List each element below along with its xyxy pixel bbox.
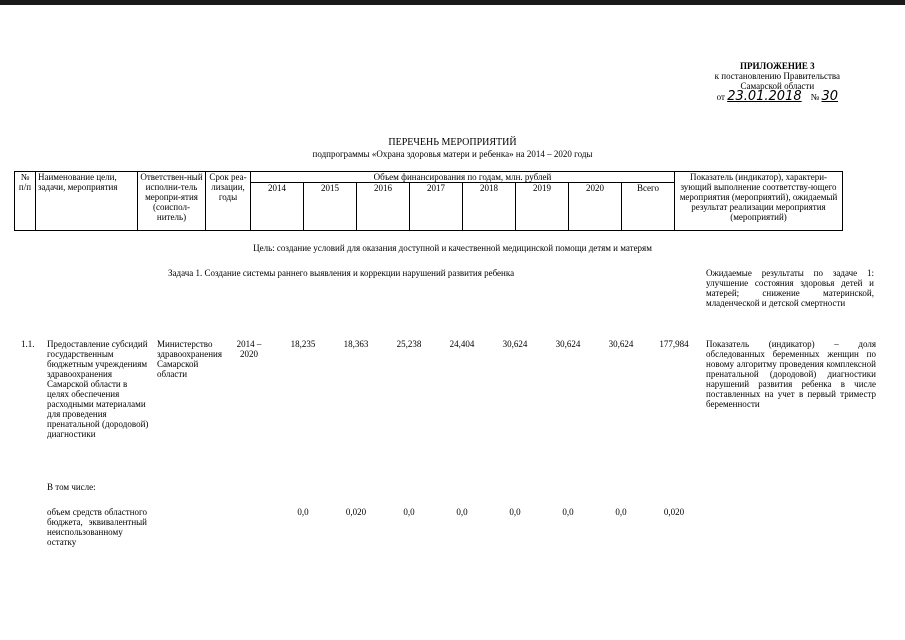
col-year-2019: 2019 bbox=[516, 183, 569, 231]
task-results: Ожидаемые результаты по задаче 1: улучшение состояния здоровья детей и матерей; снижение материнской, младенческой и детской смертности bbox=[706, 268, 874, 308]
col-year-2015: 2015 bbox=[304, 183, 357, 231]
col-name: Наименование цели, задачи, мероприятия bbox=[36, 172, 138, 231]
row2-value-2019: 0,0 bbox=[562, 507, 574, 517]
col-year-2018: 2018 bbox=[463, 183, 516, 231]
doc-subtitle: подпрограммы «Охрана здоровья матери и ребенка» на 2014 – 2020 годы bbox=[312, 149, 593, 159]
row2-value-total: 0,020 bbox=[663, 507, 685, 517]
col-indicator: Показатель (индикатор), характери-зующий выполнение соответству-ющего мероприятия (мероприятий), ожидаемый результат реализации мероприятия (мероприятий) bbox=[675, 172, 843, 231]
col-period: Срок реа-лизации, годы bbox=[206, 172, 251, 231]
row1-value-2019: 30,624 bbox=[555, 339, 581, 349]
decree-number: 30 bbox=[821, 89, 839, 104]
row1-period: 2014 – 2020 bbox=[236, 339, 262, 359]
row1-executor: Министерство здравоохранения Самарской области bbox=[157, 339, 223, 379]
row2-value-2016: 0,0 bbox=[403, 507, 415, 517]
col-executor: Ответствен-ный исполни-тель меропри-ятия (соиспол-нитель) bbox=[138, 172, 206, 231]
col-year-2020: 2020 bbox=[569, 183, 622, 231]
including-label: В том числе: bbox=[47, 482, 96, 492]
col-year-2017: 2017 bbox=[410, 183, 463, 231]
col-year-2014: 2014 bbox=[251, 183, 304, 231]
row1-name: Предоставление субсидий государственным бюджетным учреждениям здравоохранения Самарской области в целях обеспечения расходными материалами для проведения пренатальной (дородовой) диагностики bbox=[47, 339, 149, 439]
row1-value-2015: 18,363 bbox=[343, 339, 369, 349]
goal-text: Цель: создание условий для оказания доступной и качественной медицинской помощи детям и матерям bbox=[253, 243, 652, 253]
top-scan-border bbox=[0, 0, 905, 5]
row2-name: объем средств областного бюджета, эквивалентный неиспользованному остатку bbox=[47, 507, 147, 547]
row1-value-2018: 30,624 bbox=[502, 339, 528, 349]
col-funding: Объем финансирования по годам, млн. рублей bbox=[251, 172, 675, 183]
col-num: № п/п bbox=[15, 172, 36, 231]
header-table bbox=[14, 171, 843, 231]
row1-indicator: Показатель (индикатор) – доля обследованных беременных женщин по новому алгоритму проведения комплексной пренатальной (дородовой) диагностики нарушений развития ребенка в числе поставленных на учет в первый триместр беременности bbox=[706, 339, 876, 409]
row1-value-2016: 25,238 bbox=[396, 339, 422, 349]
row1-value-2017: 24,404 bbox=[449, 339, 475, 349]
row1-value-2014: 18,235 bbox=[290, 339, 316, 349]
appendix-title: ПРИЛОЖЕНИЕ 3 bbox=[739, 61, 815, 71]
number-label: № bbox=[810, 92, 820, 102]
row2-value-2014: 0,0 bbox=[297, 507, 309, 517]
row2-value-2020: 0,0 bbox=[615, 507, 627, 517]
row1-value-2020: 30,624 bbox=[608, 339, 634, 349]
from-label: от bbox=[716, 92, 725, 102]
task-text: Задача 1. Создание системы раннего выявления и коррекции нарушений развития ребенка bbox=[168, 268, 515, 278]
col-total: Всего bbox=[622, 183, 675, 231]
appendix-block bbox=[715, 61, 840, 102]
appendix-line1: к постановлению Правительства bbox=[714, 71, 840, 81]
col-year-2016: 2016 bbox=[357, 183, 410, 231]
row1-value-total: 177,984 bbox=[659, 339, 689, 349]
row2-value-2015: 0,020 bbox=[345, 507, 367, 517]
row2-value-2018: 0,0 bbox=[509, 507, 521, 517]
doc-title: ПЕРЕЧЕНЬ МЕРОПРИЯТИЙ bbox=[388, 137, 517, 148]
appendix-line2: Самарской области bbox=[740, 81, 815, 91]
row1-num: 1.1. bbox=[21, 339, 35, 349]
decree-date: 23.01.2018 bbox=[727, 89, 802, 104]
row2-value-2017: 0,0 bbox=[456, 507, 468, 517]
